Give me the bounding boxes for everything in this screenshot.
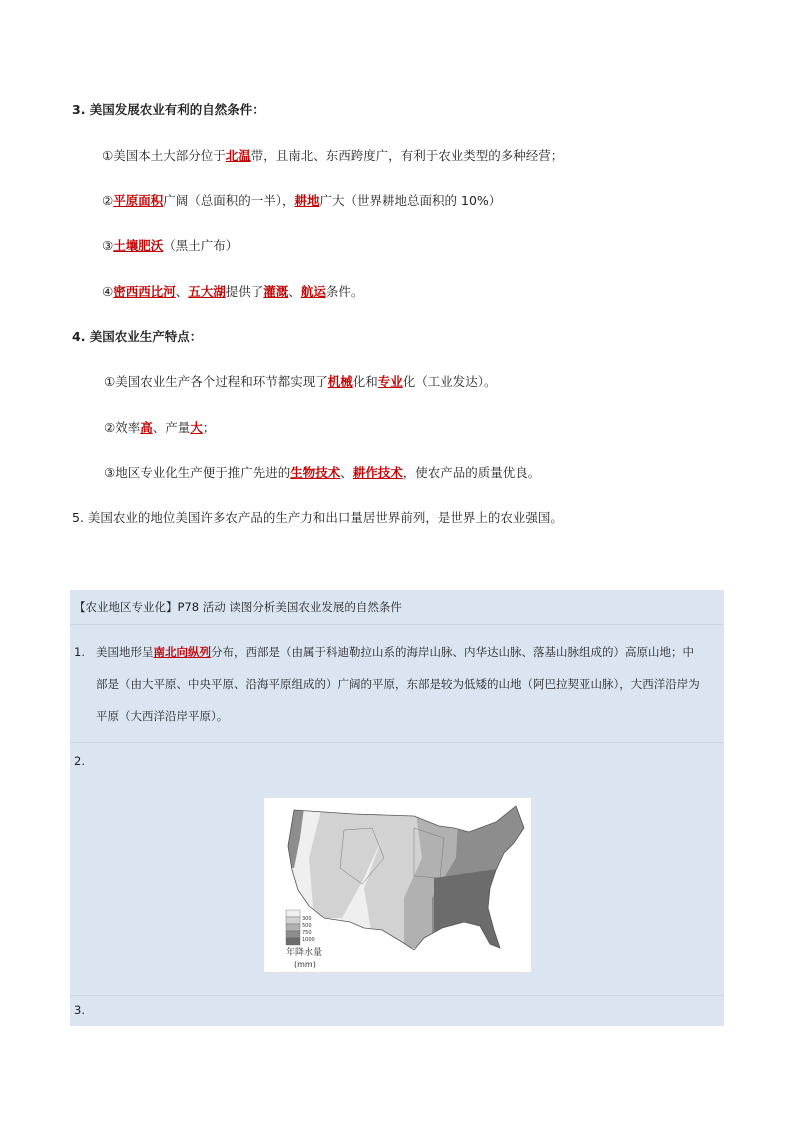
- legend-value: 500: [302, 923, 312, 929]
- section-3-item-2: [102, 191, 501, 211]
- legend-swatch: [286, 924, 300, 931]
- legend-swatch: [286, 910, 300, 917]
- keyword: 航运: [300, 284, 326, 299]
- usa-precipitation-map: [264, 798, 531, 972]
- row-divider: [70, 742, 724, 743]
- keyword: 灌溉: [263, 284, 289, 299]
- keyword: 南北向纵列: [153, 645, 211, 659]
- legend-swatch: [286, 917, 300, 924]
- keyword: 高: [140, 420, 153, 435]
- legend-value: 300: [302, 916, 312, 922]
- activity-paragraph-line-2: 部是（由大平原、中央平原、沿海平原组成的）广阔的平原，东部是较为低矮的山地（阿巴拉契亚山脉），大西洋沿岸为: [96, 677, 700, 691]
- section-3-heading: 3. 美国发展农业有利的自然条件：: [72, 102, 265, 117]
- text: ④: [102, 284, 114, 299]
- text: ①美国农业生产各个过程和环节都实现了: [104, 374, 328, 389]
- keyword: 大: [190, 420, 203, 435]
- legend-value: 750: [302, 930, 312, 936]
- legend-swatch: [286, 931, 300, 938]
- keyword: 平原面积: [113, 193, 164, 208]
- text: ③地区专业化生产便于推广先进的: [104, 465, 291, 480]
- keyword: 土壤肥沃: [113, 238, 164, 253]
- section-4-item-1: [104, 372, 497, 392]
- keyword: 生物技术: [290, 465, 341, 480]
- text: 、产量: [152, 420, 191, 435]
- text: ；: [202, 420, 216, 435]
- legend-title: 年降水量: [286, 948, 323, 958]
- text: 广大（世界耕地总面积的 10%）: [319, 193, 502, 208]
- row-divider: [70, 624, 724, 625]
- text: 分布，西部是（由属于科迪勒拉山系的海岸山脉、内华达山脉、落基山脉组成的）高原山地；中: [211, 645, 694, 659]
- keyword: 密西西比河: [113, 284, 176, 299]
- text: ①美国本土大部分位于: [102, 148, 226, 163]
- keyword: 机械: [327, 374, 353, 389]
- text: 化（工业发达）。: [402, 374, 497, 389]
- section-5-text: 5. 美国农业的地位美国许多农产品的生产力和出口量居世界前列，是世界上的农业强国。: [72, 510, 563, 525]
- keyword: 耕作技术: [352, 465, 403, 480]
- section-3-item-4: [102, 282, 363, 302]
- text: （黑土广布）: [163, 238, 239, 253]
- activity-paragraph-line-1: [96, 642, 694, 662]
- text: ，使农产品的质量优良。: [402, 465, 541, 480]
- activity-paragraph-line-3: 平原（大西洋沿岸平原）。: [96, 709, 229, 723]
- text: ③: [102, 238, 114, 253]
- text: 广阔（总面积的一半），: [163, 193, 295, 208]
- keyword: 耕地: [294, 193, 320, 208]
- row-divider: [70, 995, 724, 996]
- text: 、: [340, 465, 353, 480]
- legend-swatch: [286, 938, 300, 945]
- map-legend: [286, 910, 322, 969]
- text: 条件。: [325, 284, 364, 299]
- section-3-item-1: [102, 146, 563, 166]
- activity-title: 【农业地区专业化】P78 活动 读图分析美国农业发展的自然条件: [74, 600, 402, 614]
- section-4-heading: 4. 美国农业生产特点：: [72, 329, 203, 344]
- text: 化和: [352, 374, 378, 389]
- text: ②: [102, 193, 114, 208]
- text: 、: [175, 284, 189, 299]
- section-4-item-2: [104, 418, 215, 438]
- item-number-3: 3.: [74, 1003, 85, 1017]
- section-4-item-3: [104, 463, 540, 483]
- item-number-2: 2.: [74, 754, 85, 768]
- legend-value: 1000: [302, 937, 315, 943]
- keyword: 北温: [225, 148, 251, 163]
- keyword: 五大湖: [188, 284, 226, 299]
- map-zone-wettest: [434, 868, 504, 972]
- item-number-1: 1.: [74, 645, 85, 659]
- precipitation-map-figure: [263, 797, 532, 973]
- text: 美国地形呈: [96, 645, 154, 659]
- text: 、: [288, 284, 301, 299]
- section-3-item-3: [102, 236, 238, 256]
- text: 带，且南北、东西跨度广，有利于农业类型的多种经营；: [250, 148, 564, 163]
- text: ②效率: [104, 420, 141, 435]
- legend-unit: (mm): [294, 960, 316, 969]
- keyword: 专业: [377, 374, 403, 389]
- text: 提供了: [225, 284, 264, 299]
